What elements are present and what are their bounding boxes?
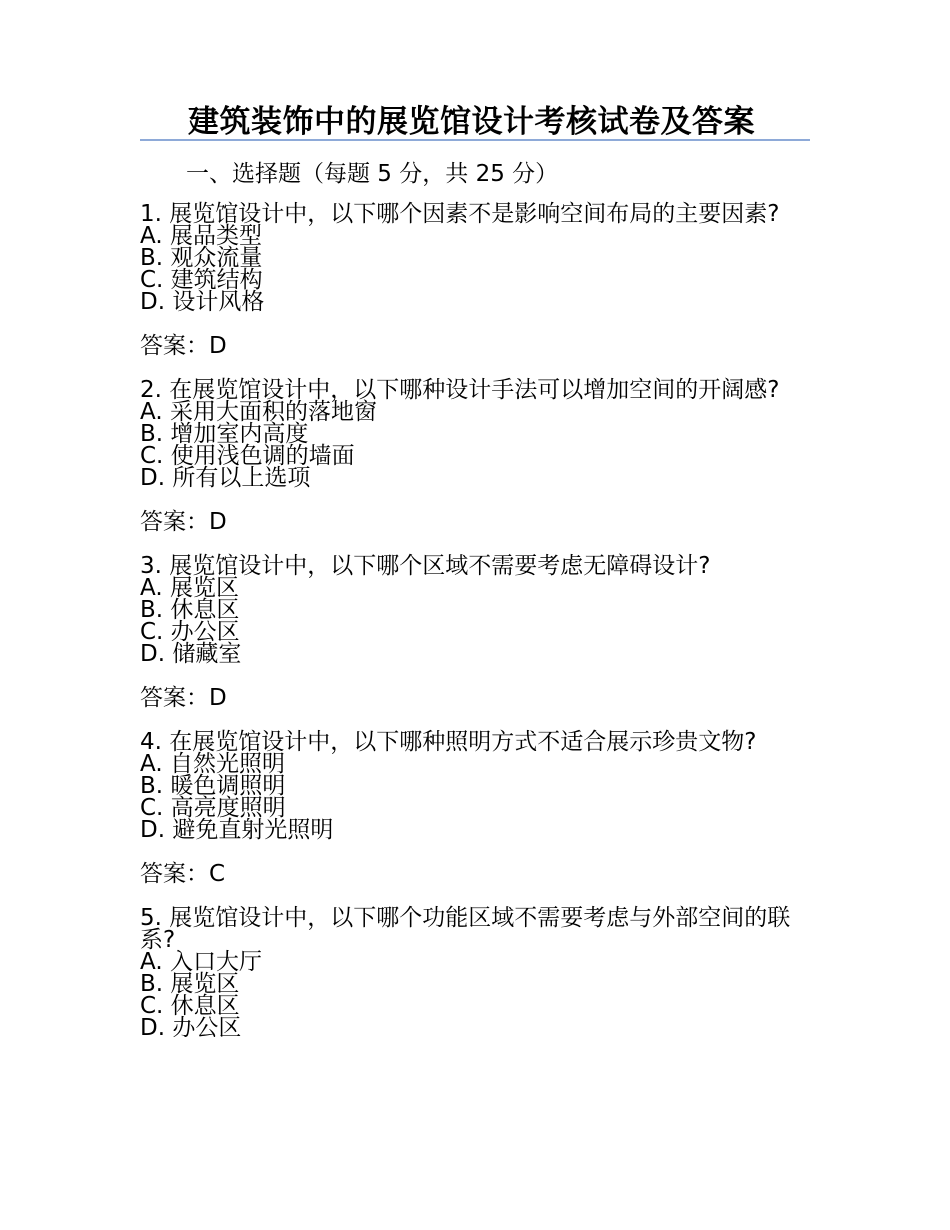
option-d: D. 避免直射光照明 (140, 817, 334, 843)
option-b: B. 增加室内高度 (140, 421, 309, 447)
question-stem: 3. 展览馆设计中，以下哪个区域不需要考虑无障碍设计? (140, 553, 711, 579)
question-4 (140, 729, 810, 887)
option-list (140, 577, 810, 665)
question-1 (140, 201, 810, 359)
option-c: C. 休息区 (140, 993, 240, 1019)
option-b: B. 展览区 (140, 971, 240, 997)
option-a: A. 展览区 (140, 575, 239, 601)
option-d: D. 储藏室 (140, 641, 242, 667)
option-a: A. 采用大面积的落地窗 (140, 399, 377, 425)
option-list (140, 951, 810, 1039)
question-stem: 5. 展览馆设计中，以下哪个功能区域不需要考虑与外部空间的联系? (140, 905, 791, 953)
option-list (140, 753, 810, 841)
answer-line: 答案：D (140, 685, 227, 711)
option-list (140, 225, 810, 313)
option-c: C. 建筑结构 (140, 267, 263, 293)
option-d: D. 所有以上选项 (140, 465, 311, 491)
question-stem: 4. 在展览馆设计中，以下哪种照明方式不适合展示珍贵文物? (140, 729, 757, 755)
question-3 (140, 553, 810, 711)
question-stem: 1. 展览馆设计中，以下哪个因素不是影响空间布局的主要因素? (140, 201, 780, 227)
answer-line: 答案：D (140, 509, 227, 535)
option-a: A. 展品类型 (140, 223, 262, 249)
option-c: C. 使用浅色调的墙面 (140, 443, 355, 469)
option-b: B. 休息区 (140, 597, 240, 623)
option-list (140, 401, 810, 489)
question-2 (140, 377, 810, 535)
answer-line: 答案：C (140, 861, 226, 887)
question-stem: 2. 在展览馆设计中，以下哪种设计手法可以增加空间的开阔感? (140, 377, 780, 403)
option-d: D. 设计风格 (140, 289, 265, 315)
option-c: C. 办公区 (140, 619, 240, 645)
option-d: D. 办公区 (140, 1015, 242, 1041)
option-b: B. 观众流量 (140, 245, 263, 271)
option-a: A. 自然光照明 (140, 751, 285, 777)
option-a: A. 入口大厅 (140, 949, 262, 975)
section-heading: 一、选择题（每题 5 分，共 25 分） (186, 161, 559, 187)
title-underline (140, 139, 810, 141)
document-title: 建筑装饰中的展览馆设计考核试卷及答案 (188, 104, 755, 140)
option-b: B. 暖色调照明 (140, 773, 286, 799)
option-c: C. 高亮度照明 (140, 795, 286, 821)
answer-line: 答案：D (140, 333, 227, 359)
question-list (140, 201, 810, 1039)
question-5 (140, 905, 810, 1039)
